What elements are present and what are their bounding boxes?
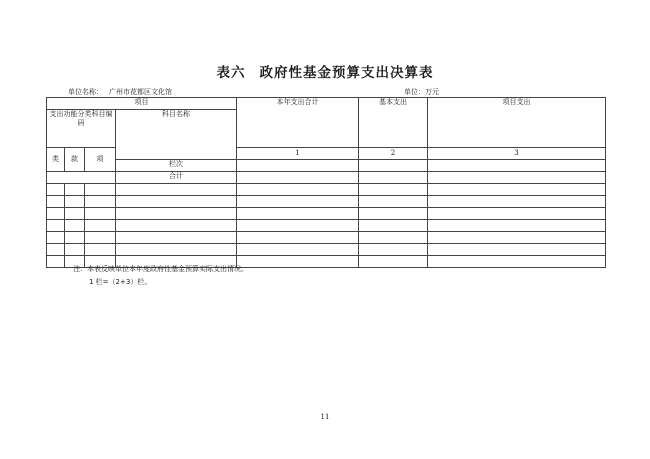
header-lei: 类 xyxy=(47,148,65,172)
expenditure-table xyxy=(46,97,606,268)
title-prefix: 表六 xyxy=(216,65,246,81)
note-line-1: 注：本表反映单位本年度政府性基金预算实际支出情况。 xyxy=(73,265,248,273)
title-main: 政府性基金预算支出决算表 xyxy=(259,65,434,81)
page-number: 11 xyxy=(320,413,330,421)
note-line-2: 1 栏=（2+3）栏。 xyxy=(89,278,152,286)
currency-unit: 单位：万元 xyxy=(404,88,439,96)
header-item: 项目 xyxy=(47,98,237,110)
header-project: 项目支出 xyxy=(428,98,606,148)
cell-empty xyxy=(428,160,606,172)
table-row xyxy=(47,208,606,220)
header-func-class: 支出功能分类科目编码 xyxy=(47,110,116,148)
cell-empty xyxy=(237,172,359,184)
unit-label: 单位名称： xyxy=(68,88,103,96)
table-row xyxy=(47,244,606,256)
document-title xyxy=(0,61,650,81)
cell-empty xyxy=(237,160,359,172)
cell-empty xyxy=(359,172,428,184)
row-heji: 合计 xyxy=(116,172,237,184)
lanci-basic: 2 xyxy=(359,148,428,160)
table-row xyxy=(47,232,606,244)
cell-empty xyxy=(428,172,606,184)
unit-name: 广州市花都区文化馆 xyxy=(109,88,172,96)
row-lanci: 栏次 xyxy=(116,160,237,172)
unit-info xyxy=(68,87,172,97)
table-row xyxy=(47,196,606,208)
table-row xyxy=(47,220,606,232)
header-basic: 基本支出 xyxy=(359,98,428,148)
cell-empty xyxy=(47,172,116,184)
lanci-project: 3 xyxy=(428,148,606,160)
header-kuan: 款 xyxy=(65,148,85,172)
header-total: 本年支出合计 xyxy=(237,98,359,148)
header-subject-name: 科目名称 xyxy=(116,110,237,160)
table-row xyxy=(47,184,606,196)
header-xiang: 项 xyxy=(85,148,116,172)
lanci-total: 1 xyxy=(237,148,359,160)
cell-empty xyxy=(359,160,428,172)
